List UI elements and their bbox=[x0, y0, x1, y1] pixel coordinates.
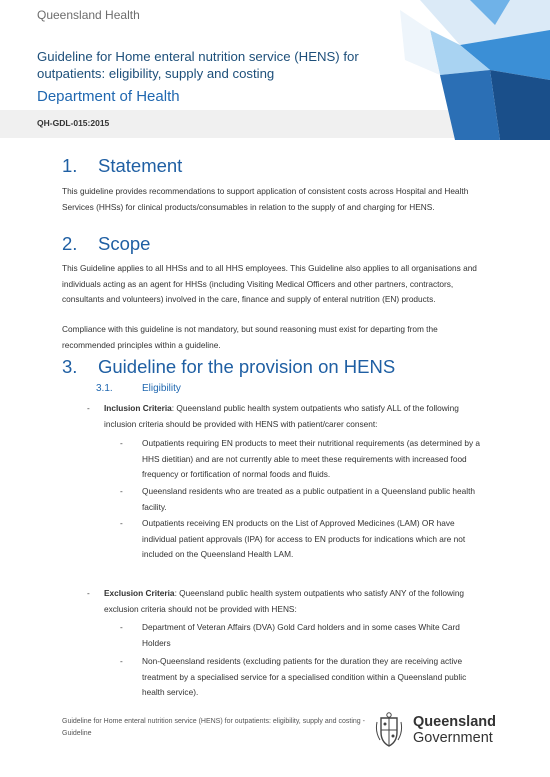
subsection-title: Eligibility bbox=[142, 383, 181, 394]
scope-paragraph-2: Compliance with this guideline is not mandatory, but sound reasoning must exist for departing from the recommended principles within a guideline. bbox=[62, 324, 438, 350]
inclusion-criteria-item bbox=[87, 401, 487, 433]
list-item-text: Outpatients receiving EN products on the List of Approved Medicines (LAM) OR have individual patient approvals (IPA) for access to EN products for indications which are not included on the Queensland Health LAM. bbox=[142, 518, 466, 559]
queensland-government-logo bbox=[375, 712, 515, 752]
section-number: 3. bbox=[62, 356, 78, 377]
header-facet-graphic bbox=[400, 0, 550, 140]
section-title: Guideline for the provision on HENS bbox=[98, 356, 396, 377]
subsection-number: 3.1. bbox=[96, 383, 113, 394]
logo-line-2: Government bbox=[413, 730, 493, 746]
document-header bbox=[0, 0, 550, 140]
statement-paragraph: This guideline provides recommendations to support application of consistent costs across Hospital and Health Services (HHSs) for clinical products/consumables in relation to the supply of and charging for HENS. bbox=[62, 186, 469, 212]
list-item-text: Outpatients requiring EN products to meet their nutritional requirements (as determined by a HHS dietitian) and are not currently able to meet these requirements with increased food frequency or fortification of normal foods and fluids. bbox=[142, 438, 481, 479]
list-item-text: Department of Veteran Affairs (DVA) Gold Card holders and in some cases White Card Holders bbox=[142, 622, 460, 648]
footer-document-title: Guideline for Home enteral nutrition service (HENS) for outpatients: eligibility, supply and costing - Guideline bbox=[62, 718, 365, 737]
section-heading-statement bbox=[62, 155, 182, 177]
section-title: Statement bbox=[98, 155, 183, 176]
section-title: Scope bbox=[98, 233, 151, 254]
department-name: Department of Health bbox=[37, 88, 180, 105]
logo-wordmark bbox=[413, 714, 496, 746]
exclusion-label: Exclusion Criteria bbox=[104, 588, 175, 598]
subsection-heading-eligibility bbox=[96, 383, 181, 394]
list-dash: - bbox=[87, 403, 90, 413]
coat-of-arms-icon bbox=[375, 712, 403, 748]
inclusion-text: : Queensland public health system outpatients who satisfy ALL of the following inclusion criteria should be provided with HENS with patient/carer consent: bbox=[104, 403, 459, 429]
section-heading-guideline bbox=[62, 356, 395, 378]
section-heading-scope bbox=[62, 233, 150, 255]
section-number: 2. bbox=[62, 233, 78, 254]
exclusion-criteria-item bbox=[87, 586, 487, 618]
inclusion-label: Inclusion Criteria bbox=[104, 403, 172, 413]
list-dash: - bbox=[87, 588, 90, 598]
list-item-text: Non-Queensland residents (excluding patients for the duration they are receiving active treatment by a specialised service for a specialised condition within a Queensland public health service). bbox=[142, 656, 467, 697]
agency-name: Queensland Health bbox=[37, 8, 140, 22]
document-title: Guideline for Home enteral nutrition service (HENS) for outpatients: eligibility, supply and costing bbox=[37, 49, 359, 81]
document-id: QH-GDL-015:2015 bbox=[37, 118, 110, 128]
list-item-text: Queensland residents who are treated as a public outpatient in a Queensland public health facility. bbox=[142, 486, 476, 512]
logo-line-1: Queensland bbox=[413, 714, 496, 730]
exclusion-text: : Queensland public health system outpatients who satisfy ANY of the following exclusion criteria should not be provided with HENS: bbox=[104, 588, 465, 614]
scope-paragraph-1: This Guideline applies to all HHSs and to all HHS employees. This Guideline also applies to all organisations and individuals acting as an agent for HHSs (including Visiting Medical Officers and other partners, contractors, consultants and volunteers) involved in the care, finance and supply of enteral nutrition (EN) products. bbox=[62, 263, 477, 304]
section-number: 1. bbox=[62, 155, 78, 176]
